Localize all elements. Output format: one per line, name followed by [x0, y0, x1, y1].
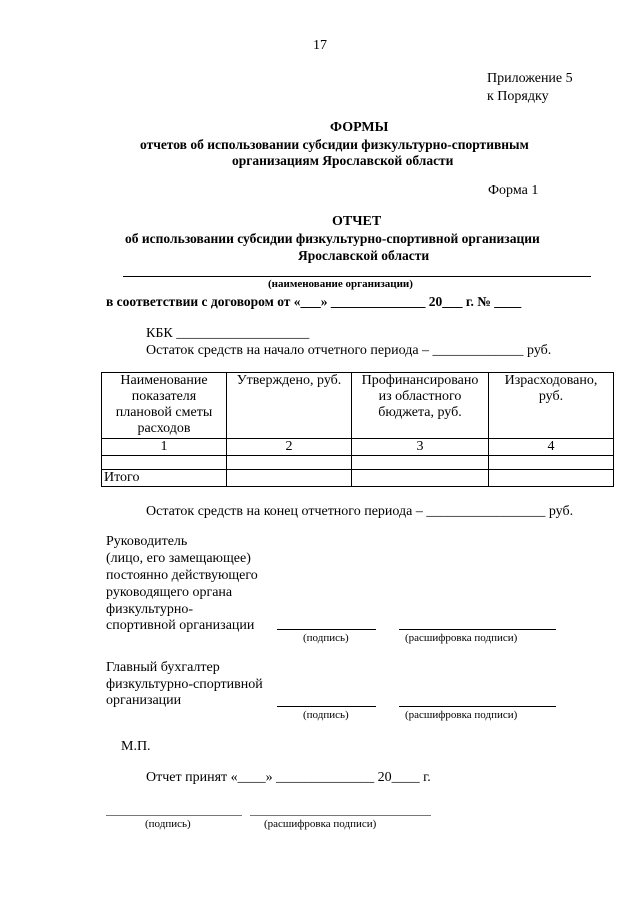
header-indicator: Наименование показателя плановой сметы расходов [102, 373, 227, 439]
header-approved: Утверждено, руб. [227, 373, 352, 439]
form-number: Форма 1 [488, 183, 539, 198]
stamp-label: М.П. [121, 739, 151, 754]
table-cell [102, 456, 227, 470]
org-name-line [123, 276, 591, 277]
bottom-signature-line [106, 815, 242, 816]
bottom-decoding-line [250, 815, 431, 816]
accepted-line: Отчет принят «____» ______________ 20____ г. [146, 770, 431, 785]
table-row [102, 456, 614, 470]
head-line-3: постоянно действующего [106, 568, 258, 583]
table-number-row [102, 439, 614, 456]
head-decoding-line [399, 629, 556, 630]
balance-end-line: Остаток средств на конец отчетного периода – _________________ руб. [146, 504, 574, 519]
accountant-signature-line [277, 706, 376, 707]
accountant-signature-caption: (подпись) [303, 709, 349, 721]
col-number-2: 2 [227, 439, 352, 456]
table-cell [489, 470, 614, 487]
accountant-decoding-caption: (расшифровка подписи) [405, 709, 518, 721]
org-name-caption: (наименование организации) [268, 278, 413, 290]
col-number-3: 3 [352, 439, 489, 456]
col-number-4: 4 [489, 439, 614, 456]
bottom-signature-caption: (подпись) [145, 818, 191, 830]
balance-start-line: Остаток средств на начало отчетного периода – _____________ руб. [146, 343, 552, 358]
head-signature-caption: (подпись) [303, 632, 349, 644]
table-cell [352, 470, 489, 487]
accountant-line-2: физкультурно-спортивной [106, 677, 263, 692]
table-cell [489, 456, 614, 470]
appendix-line-1: Приложение 5 [487, 71, 573, 86]
contract-line: в соответствии с договором от «___» ______________ 20___ г. № ____ [106, 294, 522, 309]
table-total-row [102, 470, 614, 487]
head-decoding-caption: (расшифровка подписи) [405, 632, 518, 644]
col-number-1: 1 [102, 439, 227, 456]
total-label: Итого [102, 470, 227, 487]
report-subtitle-2: Ярославской области [298, 248, 430, 263]
header-spent: Израсходовано, руб. [489, 373, 614, 439]
accountant-line-1: Главный бухгалтер [106, 660, 220, 675]
head-line-2: (лицо, его замещающее) [106, 551, 251, 566]
table-cell [352, 456, 489, 470]
header-financed: Профинансировано из областного бюджета, руб. [352, 373, 489, 439]
report-title: ОТЧЕТ [332, 214, 382, 229]
head-line-1: Руководитель [106, 534, 188, 549]
appendix-line-2: к Порядку [487, 89, 549, 104]
kbk-line: КБК ___________________ [146, 326, 310, 341]
accountant-decoding-line [399, 706, 556, 707]
report-table [101, 372, 614, 487]
bottom-decoding-caption: (расшифровка подписи) [264, 818, 377, 830]
accountant-line-3: организации [106, 693, 182, 708]
head-line-4: руководящего органа [106, 585, 233, 600]
forms-subtitle-1: отчетов об использовании субсидии физкультурно-спортивным [140, 137, 529, 152]
page-number: 17 [313, 38, 327, 53]
head-line-5: физкультурно- [106, 602, 194, 617]
report-subtitle-1: об использовании субсидии физкультурно-спортивной организации [125, 231, 540, 246]
forms-subtitle-2: организациям Ярославской области [232, 153, 454, 168]
head-signature-line [277, 629, 376, 630]
forms-title: ФОРМЫ [330, 120, 389, 135]
table-cell [227, 456, 352, 470]
table-cell [227, 470, 352, 487]
table-header-row [102, 373, 614, 439]
head-line-6: спортивной организации [106, 618, 255, 633]
